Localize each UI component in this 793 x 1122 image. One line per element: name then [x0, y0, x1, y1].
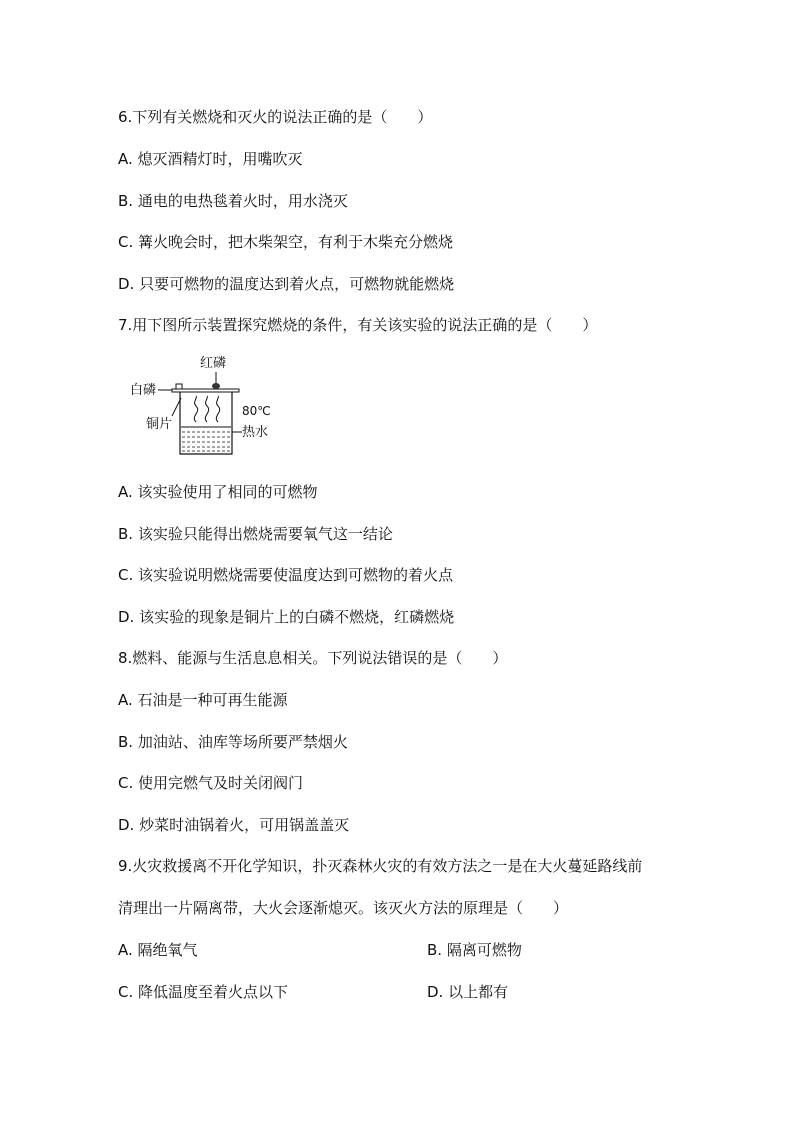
- question-7-option-b: B. 该实验只能得出燃烧需要氧气这一结论: [118, 525, 393, 543]
- question-8-option-a: A. 石油是一种可再生能源: [118, 691, 288, 709]
- question-9-option-b: B. 隔离可燃物: [427, 941, 522, 959]
- combustion-experiment-figure: [128, 350, 288, 460]
- beaker-apparatus-diagram: [128, 350, 288, 460]
- red-phosphorus-piece: [212, 383, 220, 389]
- question-8-stem: 8.燃料、能源与生活息息相关。下列说法错误的是（ ）: [118, 649, 508, 667]
- question-6-stem: 6.下列有关燃烧和灭火的说法正确的是（ ）: [118, 108, 433, 126]
- hot-water: [182, 432, 230, 451]
- question-9-option-a: A. 隔绝氧气: [118, 941, 198, 959]
- question-9-option-c: C. 降低温度至着火点以下: [118, 983, 289, 1001]
- label-red-phosphorus: 红磷: [200, 356, 227, 371]
- question-8-option-c: C. 使用完燃气及时关闭阀门: [118, 774, 304, 792]
- label-copper-sheet: 铜片: [146, 417, 173, 432]
- white-phosphorus-piece: [176, 384, 182, 389]
- label-temperature: 80℃: [242, 404, 271, 418]
- label-hot-water: 热水: [242, 425, 269, 440]
- question-8-option-d: D. 炒菜时油锅着火，可用锅盖盖灭: [118, 816, 350, 834]
- question-8-option-b: B. 加油站、油库等场所要严禁烟火: [118, 733, 348, 751]
- question-7-option-a: A. 该实验使用了相同的可燃物: [118, 483, 318, 501]
- question-7-option-d: D. 该实验的现象是铜片上的白磷不燃烧，红磷燃烧: [118, 608, 455, 626]
- question-9-stem-line-2: 清理出一片隔离带，大火会逐渐熄灭。该灭火方法的原理是（ ）: [118, 899, 569, 917]
- question-6-option-c: C. 篝火晚会时，把木柴架空，有利于木柴充分燃烧: [118, 233, 454, 251]
- question-6-option-d: D. 只要可燃物的温度达到着火点，可燃物就能燃烧: [118, 275, 455, 293]
- steam-lines: [194, 396, 219, 422]
- question-7-option-c: C. 该实验说明燃烧需要使温度达到可燃物的着火点: [118, 566, 454, 584]
- question-6-option-a: A. 熄灭酒精灯时，用嘴吹灭: [118, 150, 303, 168]
- question-7-stem: 7.用下图所示装置探究燃烧的条件，有关该实验的说法正确的是（ ）: [118, 316, 598, 334]
- question-9-stem-line-1: 9.火灾救援离不开化学知识，扑灭森林火灾的有效方法之一是在大火蔓延路线前: [118, 857, 643, 875]
- label-white-phosphorus: 白磷: [130, 383, 157, 398]
- question-6-option-b: B. 通电的电热毯着火时，用水浇灭: [118, 192, 348, 210]
- question-9-option-d: D. 以上都有: [427, 983, 509, 1001]
